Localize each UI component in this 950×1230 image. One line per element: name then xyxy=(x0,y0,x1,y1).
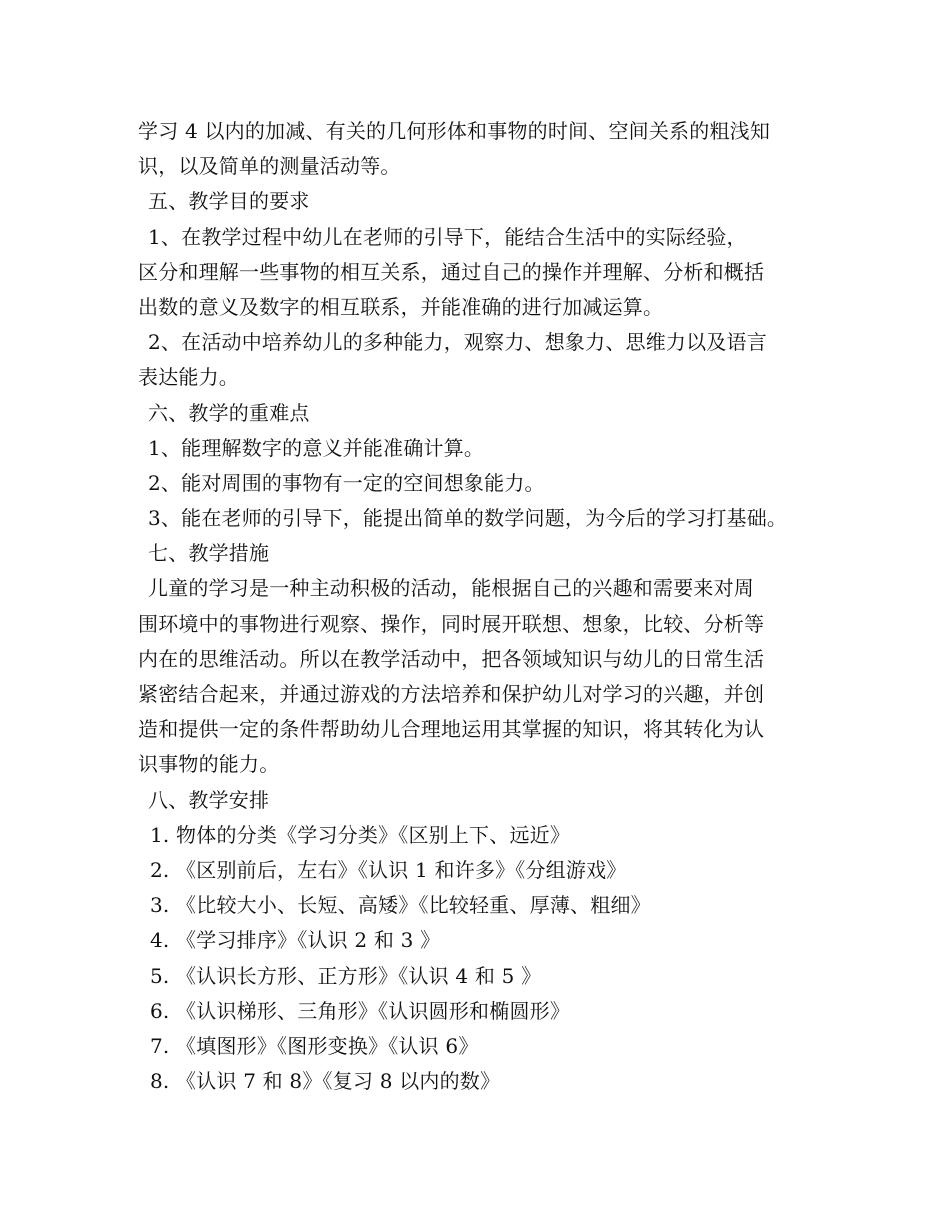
document-body xyxy=(138,114,838,1099)
section-heading-7: 七、教学措施 xyxy=(148,541,270,566)
body-line: 1、能理解数字的意义并能准确计算。 xyxy=(148,435,485,460)
body-line: 内在的思维活动。所以在教学活动中，把各领域知识与幼儿的日常生活 xyxy=(138,646,765,671)
body-line: 识事物的能力。 xyxy=(138,752,280,777)
body-line: 紧密结合起来，并通过游戏的方法培养和保护幼儿对学习的兴趣，并创 xyxy=(138,682,765,706)
body-line: 围环境中的事物进行观察、操作，同时展开联想、想象，比较、分析等 xyxy=(138,611,765,636)
body-line: 造和提供一定的条件帮助幼儿合理地运用其掌握的知识，将其转化为认 xyxy=(138,717,765,742)
schedule-item: 2. 《区别前后，左右》《认识 1 和许多》《分组游戏》 xyxy=(150,857,627,882)
body-line: 1、在教学过程中幼儿在老师的引导下，能结合生活中的实际经验， xyxy=(148,224,747,249)
schedule-item: 3. 《比较大小、长短、高矮》《比较轻重、厚薄、粗细》 xyxy=(150,893,651,918)
body-line: 2、在活动中培养幼儿的多种能力，观察力、想象力、思维力以及语言 xyxy=(148,330,767,355)
schedule-item: 8. 《认识 7 和 8》《复习 8 以内的数》 xyxy=(150,1069,501,1094)
body-line: 区分和理解一些事物的相互关系，通过自己的操作并理解、分析和概括 xyxy=(138,259,765,284)
schedule-item: 1. 物体的分类《学习分类》《区别上下、远近》 xyxy=(150,822,571,847)
schedule-item: 5. 《认识长方形、正方形》《认识 4 和 5 》 xyxy=(150,963,542,988)
schedule-item: 4. 《学习排序》《认识 2 和 3 》 xyxy=(150,928,441,953)
body-line: 学习 4 以内的加减、有关的几何形体和事物的时间、空间关系的粗浅知 xyxy=(138,119,771,143)
body-line: 2、能对周围的事物有一定的空间想象能力。 xyxy=(148,470,545,495)
schedule-item: 6. 《认识梯形、三角形》《认识圆形和椭圆形》 xyxy=(150,998,571,1023)
body-line: 3、能在老师的引导下，能提出简单的数学问题，为今后的学习打基础。 xyxy=(148,506,788,531)
body-line: 识，以及简单的测量活动等。 xyxy=(138,154,401,179)
body-line: 出数的意义及数字的相互联系，并能准确的进行加减运算。 xyxy=(138,294,664,319)
section-heading-5: 五、教学目的要求 xyxy=(148,189,310,214)
body-line: 儿童的学习是一种主动积极的活动，能根据自己的兴趣和需要来对周 xyxy=(148,576,754,601)
body-line: 表达能力。 xyxy=(138,365,239,390)
section-heading-6: 六、教学的重难点 xyxy=(148,400,310,425)
section-heading-8: 八、教学安排 xyxy=(148,787,270,812)
schedule-item: 7. 《填图形》《图形变换》《认识 6》 xyxy=(150,1033,479,1058)
